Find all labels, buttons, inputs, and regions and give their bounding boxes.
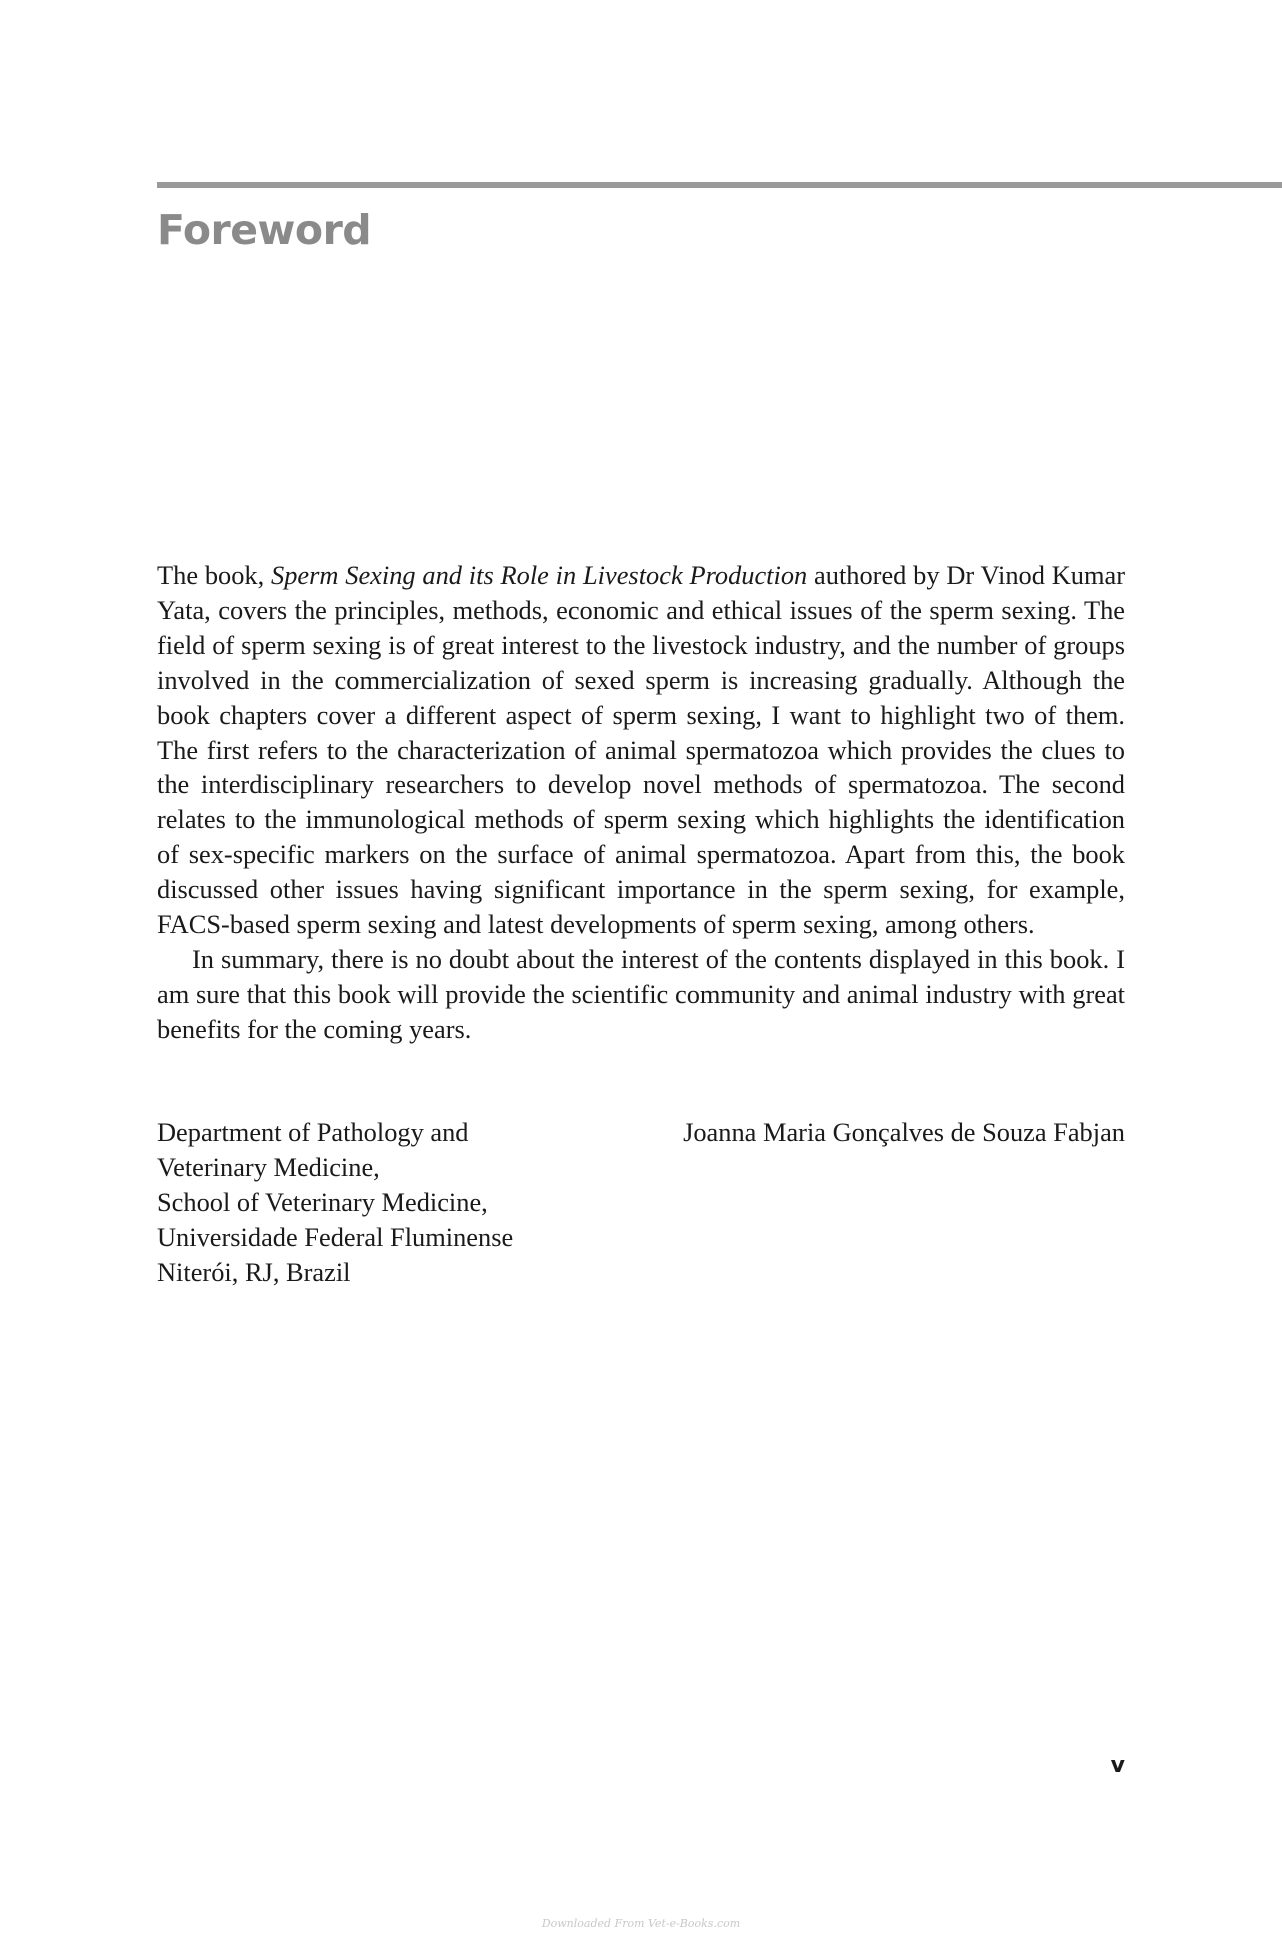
affiliation-line: School of Veterinary Medicine, xyxy=(157,1186,488,1217)
download-watermark: Downloaded From Vet-e-Books.com xyxy=(541,1917,741,1930)
paragraph-1-intro: The book, xyxy=(157,560,272,590)
affiliation-line: Veterinary Medicine, xyxy=(157,1151,380,1182)
author-name: Joanna Maria Gonçalves de Souza Fabjan xyxy=(683,1117,1125,1147)
paragraph-2: In summary, there is no doubt about the interest of the contents displayed in this book. I am sure that this book will provide the scientific community and animal industry with great benefits for the coming years. xyxy=(157,943,1125,1044)
book-title: Sperm Sexing and its Role in Livestock Production xyxy=(271,560,808,590)
affiliation-line: Department of Pathology and xyxy=(157,1117,469,1147)
page-title: Foreword xyxy=(157,206,372,254)
affiliation-line: Niterói, RJ, Brazil xyxy=(157,1256,351,1287)
foreword-body xyxy=(157,558,1125,1047)
page-number: v xyxy=(1110,1753,1125,1778)
paragraph-1 xyxy=(157,558,1125,942)
author-affiliation xyxy=(157,1115,617,1290)
paragraph-1-text: authored by Dr Vinod Kumar Yata, covers the principles, methods, economic and ethical issues of the sperm sexing. The field of sperm sexing is of great interest to the livestock industry, and the number of groups involved in the commercialization of sexed sperm is increasing gradually. Although the book chapters cover a different aspect of sperm sexing, I want to highlight two of them. The first refers to the characterization of animal spermatozoa which provides the clues to the interdisciplinary researchers to develop novel methods of spermatozoa. The second relates to the immunological methods of sperm sexing which highlights the identification of sex-specific markers on the surface of animal spermatozoa. Apart from this, the book discussed other issues having significant importance in the sperm sexing, for example, FACS-based sperm sexing and latest developments of sperm sexing, among others. xyxy=(157,560,1125,940)
affiliation-line: Universidade Federal Fluminense xyxy=(157,1221,514,1252)
header-rule xyxy=(157,182,1282,188)
